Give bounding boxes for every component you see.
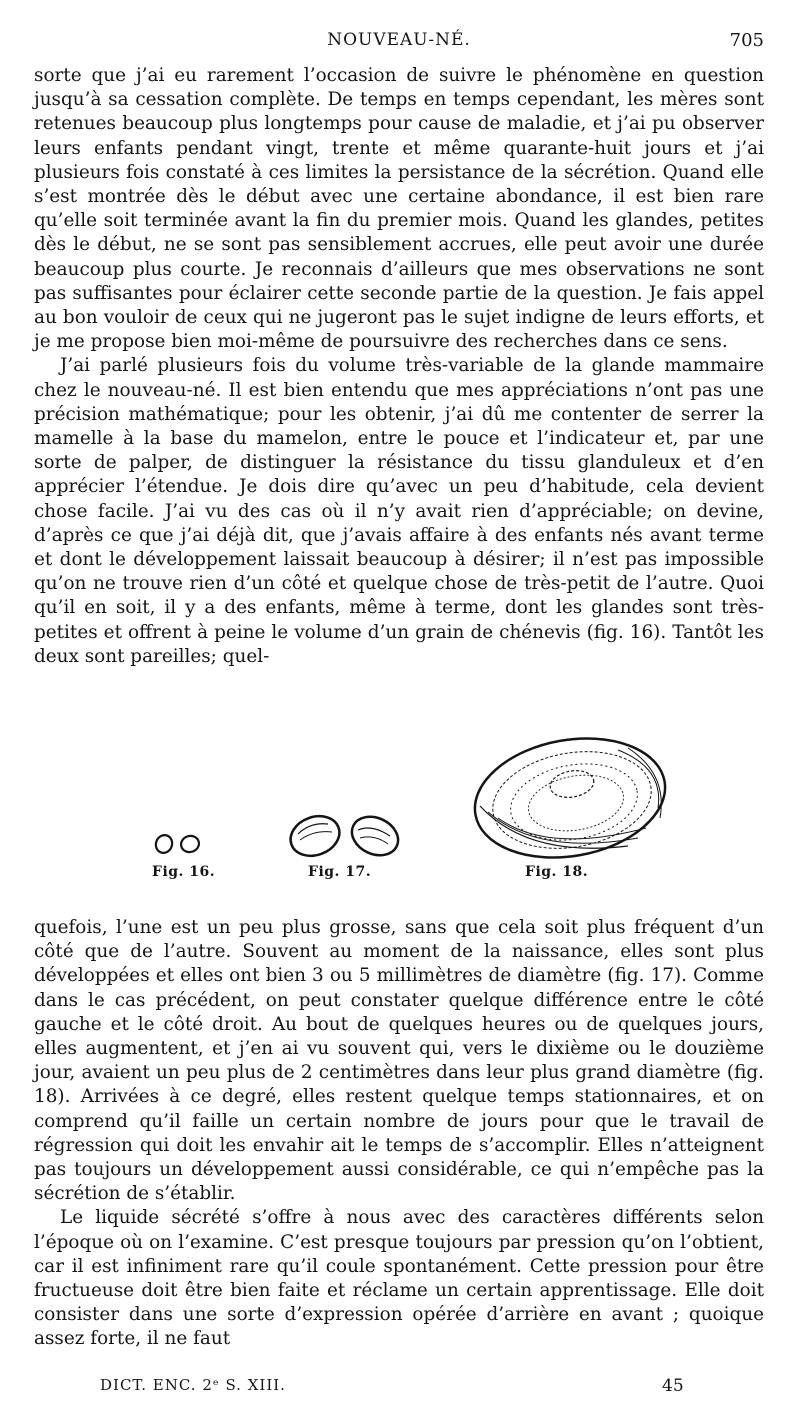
footer-sheet-number: 45	[662, 1376, 684, 1396]
page-header	[34, 30, 764, 56]
fig-17-caption: Fig. 17.	[308, 864, 372, 880]
paragraph: Le liquide sécrété s’offre à nous avec des caractères différents selon l’époque où on l’examine. C’est presque toujours par pression qu’on l’obtient, car il est infiniment rare qu’il coule spontanément. Cette pression pour être fructueuse doit être bien faite et réclame un certain apprentissage. Elle doit consister dans une sorte d’expression opérée d’arrière en avant ; quoique assez forte, il ne faut	[34, 1207, 764, 1350]
fig-18-caption: Fig. 18.	[525, 864, 589, 880]
text-block-top	[34, 64, 764, 669]
figures-row	[0, 728, 800, 888]
paragraph: quefois, l’une est un peu plus grosse, sans que cela soit plus fréquent d’un côté que de l’autre. Souvent au moment de la naissance, elles sont plus développées et elles ont bien 3 ou 5 millimètres de diamètre (fig. 17). Comme dans le cas précédent, on peut constater quelque différence entre le côté gauche et le côté droit. Au bout de quelques heures ou de quelques jours, elles augmentent, et j’en ai vu souvent qui, vers le dixième ou le douzième jour, avaient un peu plus de 2 centimètres dans leur plus grand diamètre (fig. 18). Arrivées à ce degré, elles restent quelque temps stationnaires, et on comprend qu’il faille un certain nombre de jours pour que le travail de régression qui doit les envahir ait le temps de s’accomplir. Elles n’atteignent pas toujours un développement aussi considérable, ce qui n’empêche pas la sécrétion de s’établir.	[34, 917, 764, 1205]
text-block-bottom	[34, 916, 764, 1352]
fig-17-illustration	[280, 804, 410, 868]
page-number: 705	[729, 30, 764, 51]
paragraph: sorte que j’ai eu rarement l’occasion de suivre le phénomène en question jusqu’à sa cessation complète. De temps en temps cependant, les mères sont retenues beaucoup plus longtemps pour cause de maladie, et j’ai pu observer leurs enfants pendant vingt, trente et même quarante-huit jours et j’ai plusieurs fois constaté à ces limites la persistance de la sécrétion. Quand elle s’est montrée dès le début avec une certaine abondance, il est bien rare qu’elle soit terminée avant la fin du premier mois. Quand les glandes, petites dès le début, ne se sont pas sensiblement accrues, elle peut avoir une durée beaucoup plus courte. Je reconnais d’ailleurs que mes observations ne sont pas suffisantes pour éclairer cette seconde partie de la question. Je fais appel au bon vouloir de ceux qui ne jugeront pas le sujet indigne de leurs efforts, et je me propose bien moi-même de poursuivre des recherches dans ce sens.	[34, 65, 764, 353]
fig-16-illustration	[150, 824, 210, 864]
running-title: NOUVEAU-NÉ.	[327, 30, 471, 50]
fig-18-illustration	[468, 728, 672, 862]
page-footer	[100, 1376, 700, 1402]
paragraph: J’ai parlé plusieurs fois du volume très-variable de la glande mammaire chez le nouveau-né. Il est bien entendu que mes appréciations n’ont pas une précision mathématique; pour les obtenir, j’ai dû me contenter de serrer la mamelle à la base du mamelon, entre le pouce et l’indicateur et, par une sorte de palper, de distinguer la résistance du tissu glanduleux et d’en apprécier l’étendue. Je dois dire qu’avec un peu d’habitude, cela devient chose facile. J’ai vu des cas où il n’y avait rien d’appréciable; on devine, d’après ce que j’ai déjà dit, que j’avais affaire à des enfants nés avant terme et dont le développement laissait beaucoup à désirer; il n’est pas impossible qu’on ne trouve rien d’un côté et quelque chose de très-petit de l’autre. Quoi qu’il en soit, il y a des enfants, même à terme, dont les glandes sont très-petites et offrent à peine le volume d’un grain de chénevis (fig. 16). Tantôt les deux sont pareilles; quel-	[34, 355, 764, 667]
fig-16-caption: Fig. 16.	[152, 864, 216, 880]
footer-signature: DICT. ENC. 2ᵉ S. XIII.	[100, 1376, 286, 1394]
